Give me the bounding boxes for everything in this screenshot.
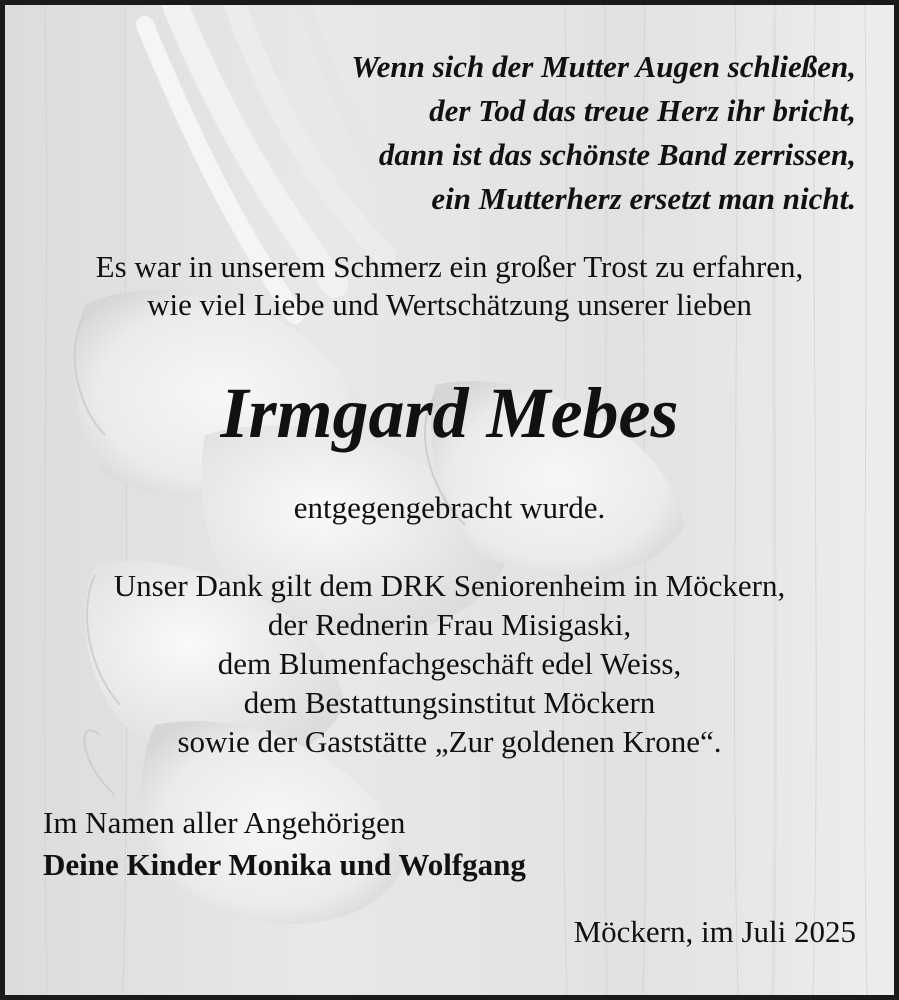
intro-line: wie viel Liebe und Wertschätzung unserer lieben <box>147 287 752 322</box>
thanks-line: dem Blumenfachgeschäft edel Weiss, <box>217 646 682 681</box>
after-name-text <box>5 489 894 527</box>
intro-line: Es war in unserem Schmerz ein großer Trost zu erfahren, <box>95 249 804 284</box>
thanks-line: dem Bestattungsinstitut Möckern <box>243 685 656 720</box>
obituary-content <box>5 5 894 995</box>
poem-line: Wenn sich der Mutter Augen schließen, <box>351 49 856 84</box>
signoff <box>43 802 526 886</box>
poem-line: dann ist das schönste Band zerrissen, <box>378 137 856 172</box>
poem-line: der Tod das treue Herz ihr bricht, <box>429 93 856 128</box>
thanks-line: der Rednerin Frau Misigaski, <box>267 607 632 642</box>
thanks-line: Unser Dank gilt dem DRK Seniorenheim in Möckern, <box>113 568 786 603</box>
after-name-line: entgegengebracht wurde. <box>293 490 606 525</box>
thanks-line: sowie der Gaststätte „Zur goldenen Krone“. <box>177 724 722 759</box>
place-date: Möckern, im Juli 2025 <box>573 914 856 949</box>
deceased-name: Irmgard Mebes <box>220 373 679 453</box>
thanks-text <box>5 566 894 761</box>
family-names: Deine Kinder Monika und Wolfgang <box>43 847 526 882</box>
intro-text <box>5 248 894 324</box>
poem-verse <box>351 45 856 221</box>
signoff-line: Im Namen aller Angehörigen <box>43 805 406 840</box>
poem-line: ein Mutterherz ersetzt man nicht. <box>431 181 856 216</box>
